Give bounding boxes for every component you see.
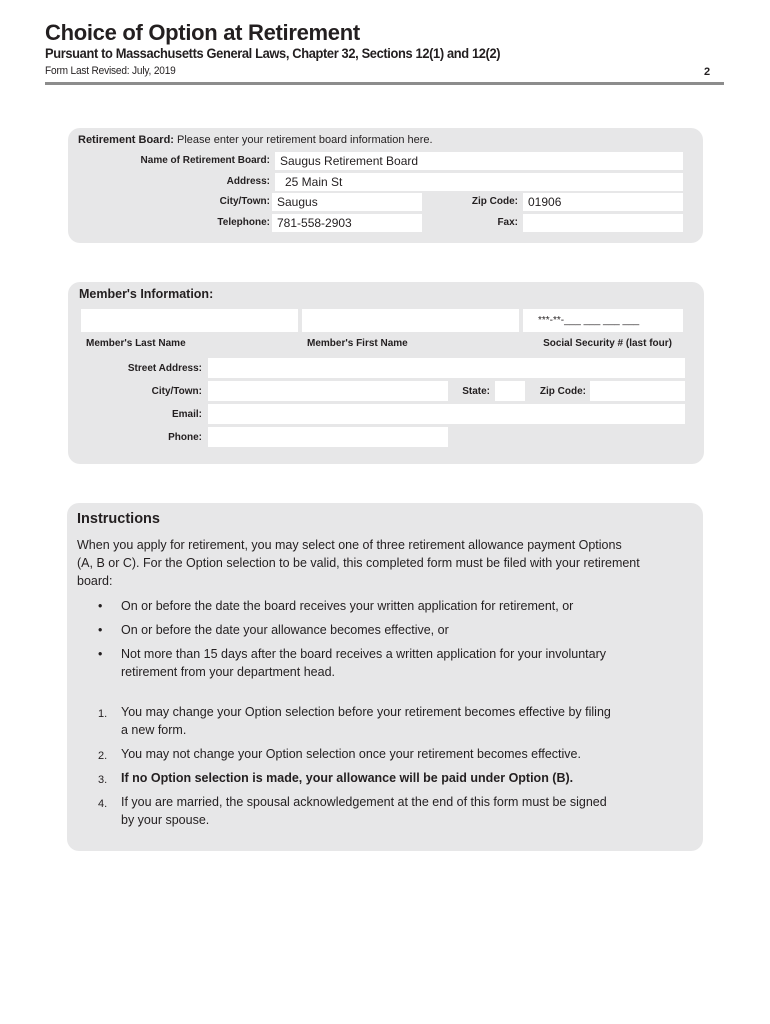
- board-address-label: Address:: [226, 176, 270, 187]
- member-city-field[interactable]: [208, 381, 448, 401]
- numbered-item-emphasis: If no Option selection is made, your allowance will be paid under Option (B).: [121, 771, 574, 785]
- board-heading-line: [78, 134, 433, 146]
- member-phone-field[interactable]: [208, 427, 448, 447]
- board-city-field[interactable]: Saugus: [272, 193, 422, 211]
- retirement-board-panel: [68, 128, 703, 243]
- board-zip-field[interactable]: 01906: [523, 193, 683, 211]
- revision-date: Form Last Revised: July, 2019: [45, 65, 176, 77]
- member-street-label: Street Address:: [127, 363, 202, 374]
- board-fax-label: Fax:: [497, 217, 518, 228]
- member-city-label: City/Town:: [151, 386, 202, 397]
- member-first-name-field[interactable]: [302, 309, 519, 332]
- numbered-item: If you are married, the spousal acknowledgement at the end of this form must be signed: [121, 795, 607, 809]
- bullet-icon: •: [98, 599, 103, 613]
- numbered-item-number: 1.: [98, 708, 108, 720]
- board-name-field[interactable]: Saugus Retirement Board: [275, 152, 683, 170]
- numbered-item-number: 4.: [98, 798, 108, 810]
- numbered-item: You may not change your Option selection once your retirement becomes effective.: [121, 747, 581, 761]
- numbered-item-number: 3.: [98, 774, 108, 786]
- instructions-intro-line-2: (A, B or C). For the Option selection to be valid, this completed form must be filed with your retirement: [77, 556, 640, 570]
- numbered-item-continued: a new form.: [121, 723, 187, 737]
- member-state-field[interactable]: [495, 381, 525, 401]
- board-address-field[interactable]: 25 Main St: [275, 173, 683, 191]
- board-phone-label: Telephone:: [217, 217, 270, 228]
- board-phone-field[interactable]: 781-558-2903: [272, 214, 422, 232]
- header-divider: [45, 82, 724, 85]
- member-email-field[interactable]: [208, 404, 685, 424]
- numbered-item: You may change your Option selection before your retirement becomes effective by filing: [121, 705, 611, 719]
- member-info-panel: [68, 282, 704, 464]
- page-title: Choice of Option at Retirement: [45, 20, 360, 45]
- numbered-item-continued: by your spouse.: [121, 813, 210, 827]
- member-heading: Member's Information:: [79, 287, 214, 301]
- page-number: 2: [704, 66, 711, 78]
- member-ssn-label: Social Security # (last four): [543, 338, 672, 349]
- instructions-panel: [67, 503, 703, 851]
- member-email-label: Email:: [171, 409, 202, 420]
- member-state-label: State:: [462, 386, 490, 397]
- member-ssn-field[interactable]: ***-**-___ ___ ___ ___: [523, 309, 683, 332]
- instructions-intro-line-1: When you apply for retirement, you may select one of three retirement allowance payment Options: [77, 538, 622, 552]
- board-fax-field[interactable]: [523, 214, 683, 232]
- bullet-icon: •: [98, 623, 103, 637]
- member-first-name-label: Member's First Name: [307, 338, 408, 349]
- instructions-heading: Instructions: [77, 511, 160, 527]
- instructions-intro-line-3: board:: [77, 574, 113, 588]
- bullet-icon: •: [98, 647, 103, 661]
- bullet-item: On or before the date the board receives your written application for retirement, or: [121, 599, 574, 613]
- board-zip-label: Zip Code:: [471, 196, 518, 207]
- bullet-item: Not more than 15 days after the board receives a written application for your involuntary: [121, 647, 606, 661]
- bullet-item: On or before the date your allowance becomes effective, or: [121, 623, 449, 637]
- board-city-label: City/Town:: [219, 196, 270, 207]
- member-last-name-field[interactable]: [81, 309, 298, 332]
- member-zip-label: Zip Code:: [539, 386, 586, 397]
- board-heading-note: Please enter your retirement board information here.: [173, 134, 433, 146]
- numbered-item-number: 2.: [98, 750, 108, 762]
- board-heading: Retirement Board:: [78, 134, 174, 146]
- board-name-label: Name of Retirement Board:: [140, 155, 270, 166]
- member-street-field[interactable]: [208, 358, 685, 378]
- page-subtitle: Pursuant to Massachusetts General Laws, Chapter 32, Sections 12(1) and 12(2): [45, 45, 501, 61]
- member-phone-label: Phone:: [168, 432, 202, 443]
- member-zip-field[interactable]: [590, 381, 685, 401]
- member-last-name-label: Member's Last Name: [86, 338, 186, 349]
- bullet-item-continued: retirement from your department head.: [121, 665, 335, 679]
